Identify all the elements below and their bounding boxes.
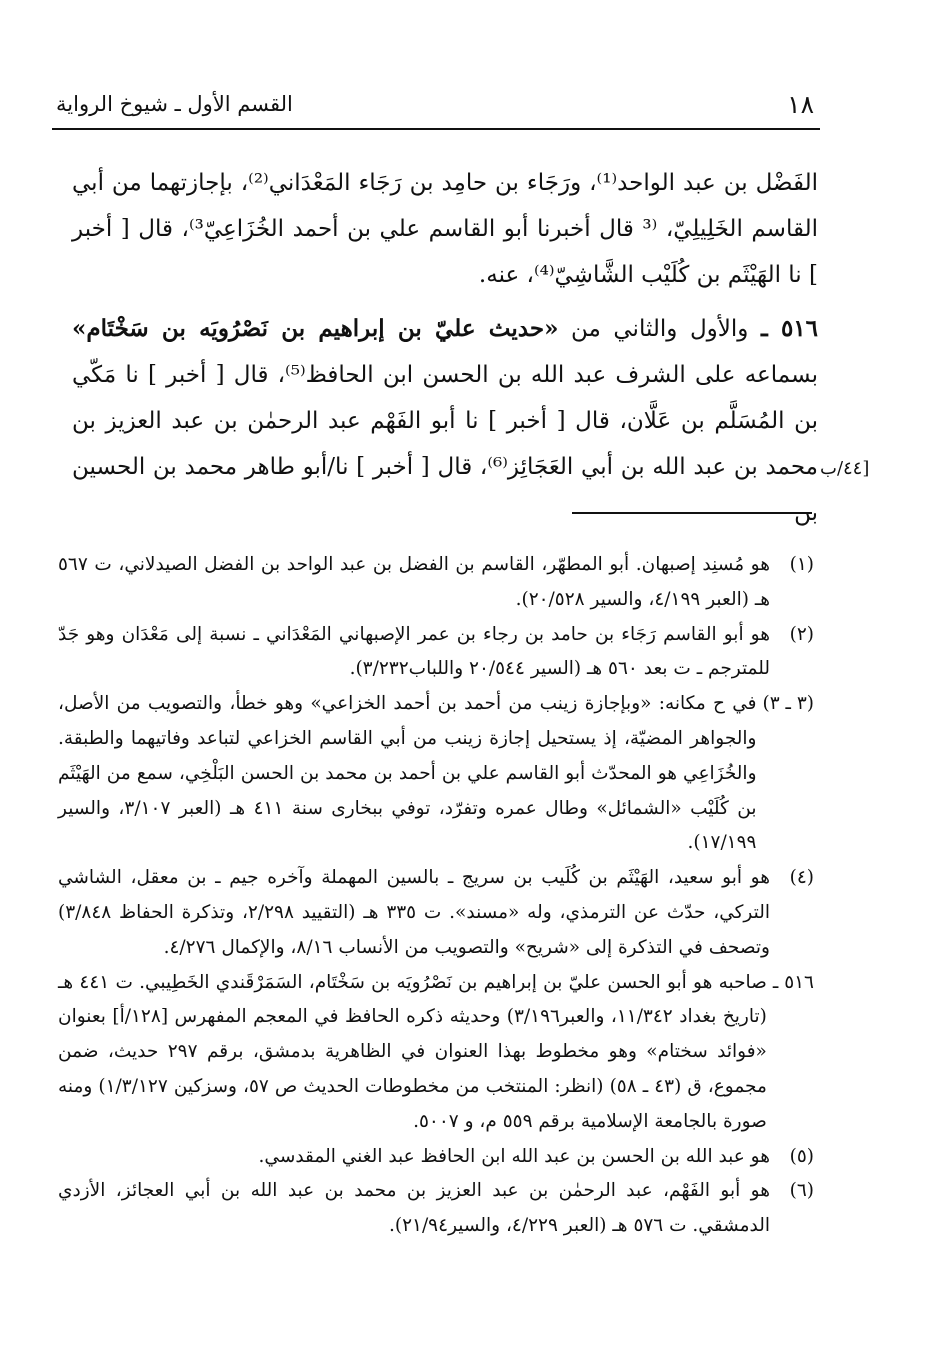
footnote <box>58 687 814 861</box>
footnote <box>58 966 814 1140</box>
running-title: القسم الأول ـ شيوخ الرواية <box>56 92 293 116</box>
footnote-number: (٤) <box>789 867 814 889</box>
footnote-text: صاحبه هو أبو الحسن عليّ بن إبراهيم بن نَصْرُويَه بن سَخْتَام، السَمَرْقَندي الخَطِيبي. ت ٤٤١ هـ (تاريخ بغداد ١١/٣٤٢، والعبر٣/١٩٦) وحديثه ذكره الحافظ في المعجم المفهرس [١٢٨/أ] بعنوان «فوائد سختام» وهو مخطوط بهذا العنوان في الظاهرية بدمشق، برقم ٢٩٧ حديث، ضمن مجموع، ق (٤٣ ـ ٥٨) (انظر: المنتخب من مخطوطات الحديث ص ٥٧، وسزكين ١/٣/١٢٧) ومنه صورة بالجامعة الإسلامية برقم ٥٥٩ م، و ٥٠٠٧. <box>58 971 767 1132</box>
footnote-number: (١) <box>789 554 814 575</box>
footnote-text: هو أبو القاسم رَجَاء بن حامد بن رجاء بن عمر الإصبهاني المَعْدَاني ـ نسبة إلى مَعْدَان وهو جَدّ للمترجم ـ ت بعد ٥٦٠ هـ (السير ٢٠/٥٤٤ واللباب٣/٢٣٢). <box>58 623 770 680</box>
footnote <box>58 1140 814 1175</box>
entry-title: «حديث عليّ بن إبراهيم بن نَصْرُويَه بن سَخْتَام» <box>72 315 559 342</box>
footnote-text: هو مُسنِد إصبهان. أبو المطهّر، القاسم بن الفضل بن عبد الواحد بن الفضل الصيدلاني، ت ٥٦٧ هـ (العبر ٤/١٩٩، والسير ٢٠/٥٢٨). <box>58 554 770 610</box>
footnote <box>58 618 814 688</box>
entry-intro: والأول والثاني من <box>558 316 761 342</box>
footnote-divider <box>572 512 812 514</box>
footnote-text: هو عبد الله بن الحسن بن عبد الله ابن الحافظ عبد الغني المقدسي. <box>258 1145 770 1167</box>
page-header <box>52 86 820 130</box>
footnote-number: (٢) <box>789 623 814 645</box>
footnote <box>58 861 814 965</box>
entry-number: ٥١٦ ـ <box>760 315 819 342</box>
footnote-text: هو أبو الفَهْم، عبد الرحمٰن بن عبد العزيز بن محمد بن عبد الله بن أبي العجائز، الأزدي الدمشقي. ت ٥٧٦ هـ (العبر ٤/٢٢٩، والسير٢١/٩٤). <box>58 1180 770 1237</box>
page-number: ١٨ <box>787 90 814 119</box>
footnote <box>58 548 814 618</box>
footnote-text: في ح مكانه: «وبإجازة زينب من أحمد بن أحمد الخزاعي» وهو خطأ، والتصويب من الأصل، والجواهر المضيّة، إذ يستحيل إجازة زينب من أبي القاسم الخزاعي لتباعد وفاتيهما والطبقة. والخُزَاعِي هو المحدّث أبو القاسم علي بن أحمد بن محمد بن الحسن البَلْخِي، سمع من الهَيْثَم بن كُلَيْب «الشمائل» وطال عمره وتفرّد، توفي ببخارى سنة ٤١١ هـ (العبر ٣/١٠٧، والسير ١٧/١٩٩). <box>58 693 757 854</box>
footnote-number: (٦) <box>789 1180 814 1202</box>
footnote-number: (٥) <box>789 1145 814 1167</box>
footnote-number: (٣ ـ ٣) <box>762 693 814 715</box>
footnote-number: ٥١٦ ـ <box>772 971 814 993</box>
entry-text: بسماعه على الشرف عبد الله بن الحسن ابن الحافظ⁽⁵⁾، قال [ أخبر ] نا مَكّي بن المُسَلَّم بن عَلَّان، قال [ أخبر ] نا أبو الفَهْم عبد الرحمٰن بن عبد العزيز بن محمد بن عبد الله بن أبي العَجَائِز⁽⁶⁾، قال [ أخبر ] نا/أبو طاهر محمد بن الحسين بن <box>72 362 818 526</box>
footnotes <box>58 548 814 1244</box>
footnote <box>58 1174 814 1244</box>
footnote-text: هو أبو سعيد، الهَيْثَم بن كُلَيب بن سريج ـ بالسين المهملة وآخره جيم ـ بن معقل، الشاشي التركي، حدّث عن الترمذي، وله «مسند». ت ٣٣٥ هـ (التقييد ٢/٢٩٨، وتذكرة الحفاظ ٣/٨٤٨) وتصحف في التذكرة إلى «شريح» والتصويب من الأنساب ٨/١٦، والإكمال ٤/٢٧٦. <box>58 867 770 958</box>
margin-folio-note: [٤٤/ب <box>820 458 870 479</box>
entry-516 <box>72 306 818 536</box>
paragraph: الفَضْل بن عبد الواحد⁽¹⁾، ورَجَاء بن حامِد بن رَجَاء المَعْدَاني⁽²⁾، بإجازتهما من أبي القاسم الخَلِيلِيّ، ⁽³ قال أخبرنا أبو القاسم علي بن أحمد الخُزَاعِيّ³⁾، قال [ أخبر ] نا الهَيْثَم بن كُلَيْب الشَّاشِيّ⁽⁴⁾، عنه. <box>72 170 818 288</box>
main-text <box>72 160 818 536</box>
